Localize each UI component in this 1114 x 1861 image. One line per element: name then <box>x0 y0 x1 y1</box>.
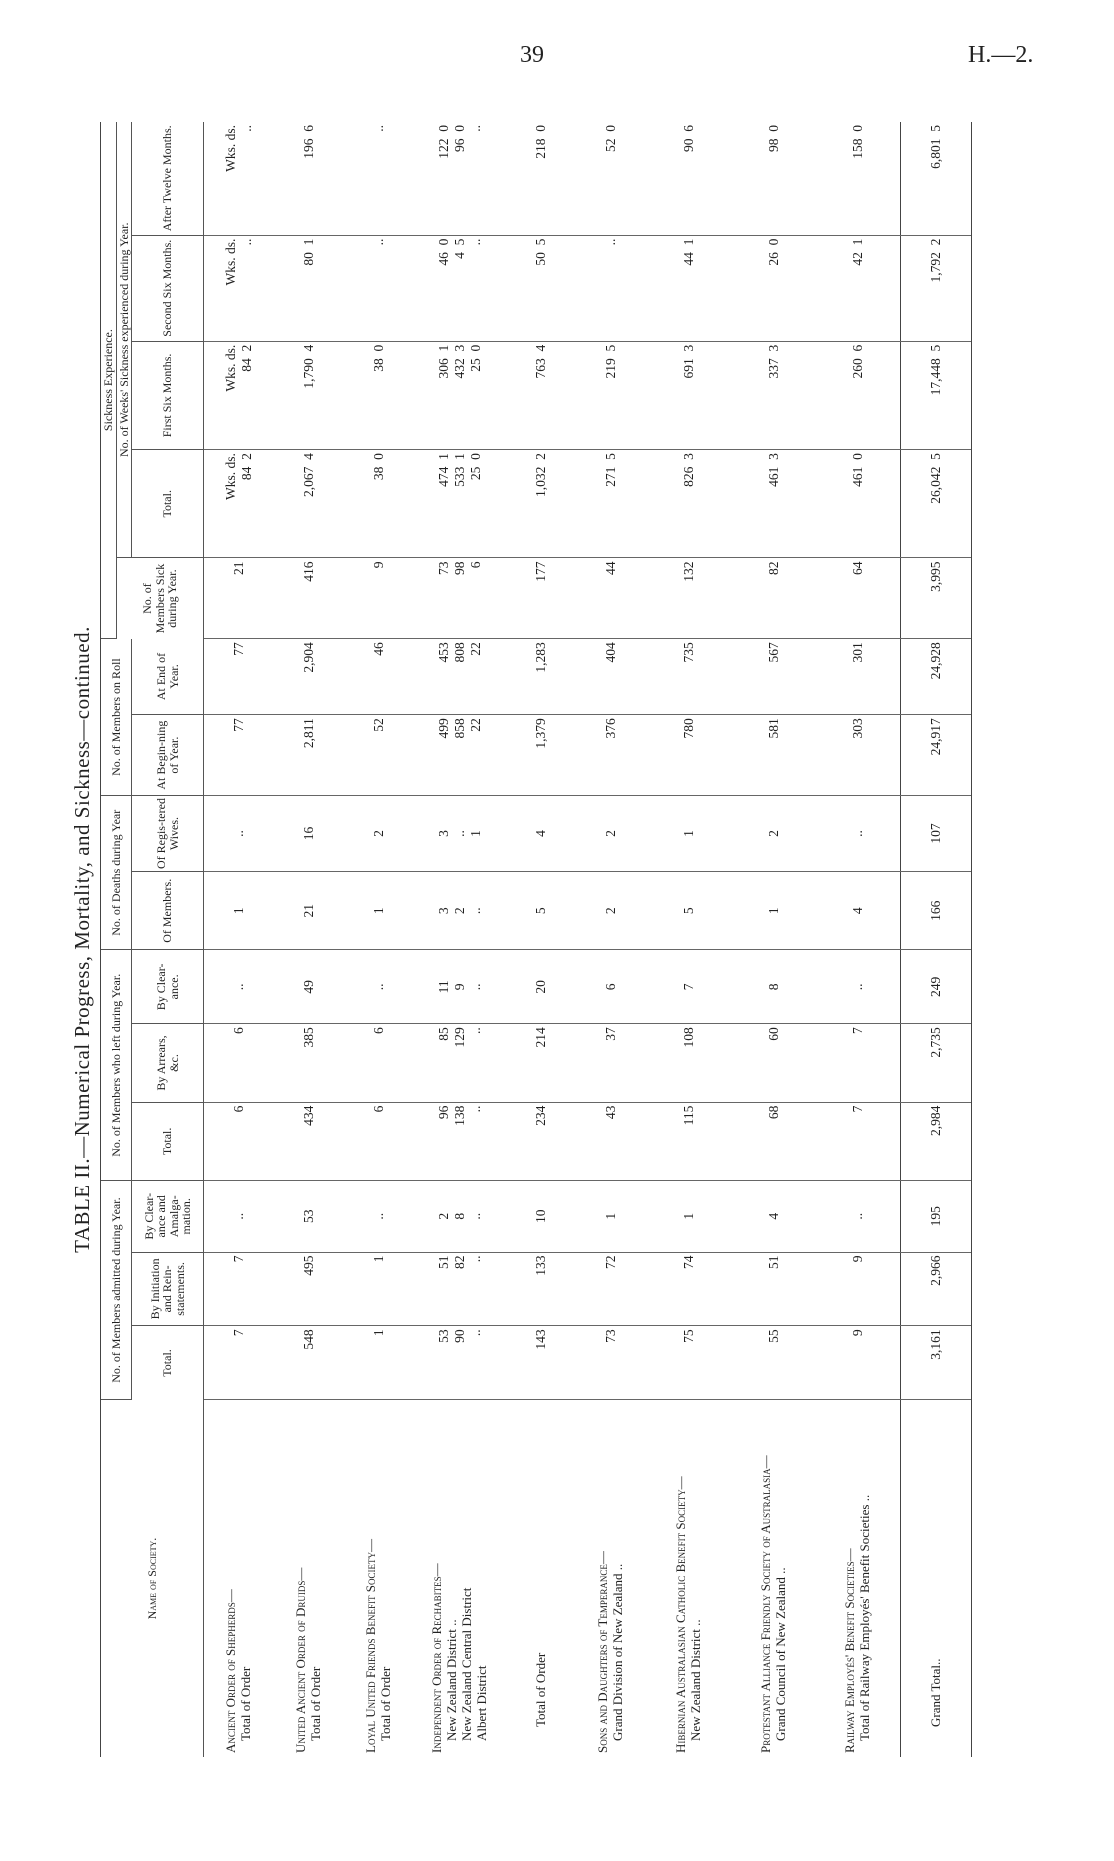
members-sick-cell: 132 <box>646 558 732 639</box>
left-clearance-cell: .. <box>816 950 901 1024</box>
table-row <box>732 122 816 1757</box>
members-sick-cell: 44 <box>576 558 646 639</box>
deaths-wives-cell: .. <box>816 795 901 871</box>
left-total-cell: 434 <box>274 1102 344 1180</box>
society-subdivision: Total of Order <box>238 1666 254 1741</box>
society-name: Hibernian Australasian Catholic Benefit Society— <box>673 1476 689 1753</box>
weeks-after-cell: 52 0 <box>576 122 646 235</box>
roll-begin-cell: 77 <box>204 715 275 796</box>
weeks-first-cell: 219 5 <box>576 341 646 449</box>
admitted-total-cell: 3,161 <box>901 1326 972 1400</box>
admitted-initiation-cell: 51 82 .. <box>414 1252 506 1326</box>
members-sick-cell: 9 <box>344 558 414 639</box>
left-arrears-cell: 37 <box>576 1024 646 1102</box>
admitted-initiation-cell: 51 <box>732 1252 816 1326</box>
admitted-total-cell: 75 <box>646 1326 732 1400</box>
society-subdivision: Total of Order <box>308 1666 324 1741</box>
society-name-cell <box>646 1400 732 1757</box>
left-arrears-cell: 6 <box>204 1024 275 1102</box>
roll-begin-cell: 1,379 <box>506 715 576 796</box>
deaths-members-cell: 1 <box>344 872 414 950</box>
weeks-after-cell: .. <box>344 122 414 235</box>
society-name-cell <box>204 1400 275 1757</box>
header-roll: No. of Members on Roll <box>101 639 132 796</box>
weeks-after-cell: 6,801 5 <box>901 122 972 235</box>
deaths-members-cell: 1 <box>204 872 275 950</box>
left-arrears-cell: 385 <box>274 1024 344 1102</box>
weeks-second-cell: .. <box>344 235 414 341</box>
deaths-wives-cell: 16 <box>274 795 344 871</box>
society-subdivision: Grand Council of New Zealand .. <box>773 1567 789 1741</box>
weeks-total-cell: 461 3 <box>732 450 816 558</box>
header-name: Name of Society. <box>101 1400 204 1757</box>
weeks-first-cell: 337 3 <box>732 341 816 449</box>
left-clearance-cell: 11 9 .. <box>414 950 506 1024</box>
roll-end-cell: 46 <box>344 639 414 715</box>
header-deaths-wives: Of Regis-tered Wives. <box>132 795 204 871</box>
table-row <box>901 122 972 1757</box>
admitted-initiation-cell: 1 <box>344 1252 414 1326</box>
weeks-first-cell: 763 4 <box>506 341 576 449</box>
left-arrears-cell: 85 129 .. <box>414 1024 506 1102</box>
weeks-total-cell: 1,032 2 <box>506 450 576 558</box>
society-name-cell <box>816 1400 901 1757</box>
society-subdivision: Grand Division of New Zealand .. <box>610 1563 626 1741</box>
admitted-clearance-cell: 53 <box>274 1181 344 1252</box>
admitted-total-cell: 73 <box>576 1326 646 1400</box>
left-clearance-cell: 49 <box>274 950 344 1024</box>
weeks-second-cell: Wks. ds. .. <box>204 235 275 341</box>
roll-begin-cell: 2,811 <box>274 715 344 796</box>
weeks-after-cell: 218 0 <box>506 122 576 235</box>
society-name: Railway Employés' Benefit Societies— <box>842 1548 858 1753</box>
deaths-wives-cell: 107 <box>901 795 972 871</box>
members-sick-cell: 73 98 6 <box>414 558 506 639</box>
table-row <box>274 122 344 1757</box>
society-subdivision: Grand Total.. <box>927 1658 943 1727</box>
table-row <box>576 122 646 1757</box>
deaths-wives-cell: 2 <box>344 795 414 871</box>
left-arrears-cell: 108 <box>646 1024 732 1102</box>
weeks-second-cell: 50 5 <box>506 235 576 341</box>
weeks-second-cell: 42 1 <box>816 235 901 341</box>
members-sick-cell: 3,995 <box>901 558 972 639</box>
society-subdivision: Total of Order <box>532 1652 548 1727</box>
admitted-clearance-cell: .. <box>204 1181 275 1252</box>
left-arrears-cell: 7 <box>816 1024 901 1102</box>
roll-end-cell: 77 <box>204 639 275 715</box>
society-name: Protestant Alliance Friendly Society of Australasia— <box>758 1455 774 1753</box>
deaths-wives-cell: 4 <box>506 795 576 871</box>
deaths-members-cell: 21 <box>274 872 344 950</box>
society-name-cell <box>344 1400 414 1757</box>
left-clearance-cell: 8 <box>732 950 816 1024</box>
society-name: Ancient Order of Shepherds— <box>223 1589 239 1753</box>
roll-begin-cell: 581 <box>732 715 816 796</box>
left-total-cell: 96 138 .. <box>414 1102 506 1180</box>
weeks-total-cell: Wks. ds. 84 2 <box>204 450 275 558</box>
weeks-total-cell: 38 0 <box>344 450 414 558</box>
weeks-total-cell: 271 5 <box>576 450 646 558</box>
society-name: Sons and Daughters of Temperance— <box>595 1551 611 1753</box>
table-row <box>816 122 901 1757</box>
roll-end-cell: 567 <box>732 639 816 715</box>
weeks-after-cell: Wks. ds. .. <box>204 122 275 235</box>
left-arrears-cell: 214 <box>506 1024 576 1102</box>
admitted-initiation-cell: 9 <box>816 1252 901 1326</box>
weeks-total-cell: 461 0 <box>816 450 901 558</box>
header-deaths-members: Of Members. <box>132 872 204 950</box>
roll-begin-cell: 303 <box>816 715 901 796</box>
deaths-wives-cell: 2 <box>576 795 646 871</box>
header-admitted-total: Total. <box>132 1326 204 1400</box>
society-subdivision: Total of Order <box>378 1666 394 1741</box>
admitted-total-cell: 7 <box>204 1326 275 1400</box>
admitted-total-cell: 9 <box>816 1326 901 1400</box>
members-sick-cell: 177 <box>506 558 576 639</box>
admitted-initiation-cell: 133 <box>506 1252 576 1326</box>
left-clearance-cell: 6 <box>576 950 646 1024</box>
deaths-members-cell: 2 <box>576 872 646 950</box>
weeks-after-cell: 98 0 <box>732 122 816 235</box>
society-subdivision: Total of Railway Employés' Benefit Societies .. <box>857 1494 873 1741</box>
left-total-cell: 43 <box>576 1102 646 1180</box>
members-sick-cell: 64 <box>816 558 901 639</box>
weeks-after-cell: 90 6 <box>646 122 732 235</box>
admitted-initiation-cell: 2,966 <box>901 1252 972 1326</box>
header-weeks-first: First Six Months. <box>132 341 204 449</box>
page-reference: H.—2. <box>968 42 1034 68</box>
weeks-total-cell: 26,042 5 <box>901 450 972 558</box>
members-sick-cell: 21 <box>204 558 275 639</box>
admitted-total-cell: 1 <box>344 1326 414 1400</box>
weeks-total-cell: 826 3 <box>646 450 732 558</box>
header-deaths: No. of Deaths during Year <box>101 795 132 950</box>
left-clearance-cell: 20 <box>506 950 576 1024</box>
admitted-clearance-cell: .. <box>816 1181 901 1252</box>
left-clearance-cell: .. <box>204 950 275 1024</box>
header-roll-end: At End of Year. <box>132 639 204 715</box>
society-name: Loyal United Friends Benefit Society— <box>363 1539 379 1753</box>
deaths-wives-cell: 2 <box>732 795 816 871</box>
roll-begin-cell: 24,917 <box>901 715 972 796</box>
roll-end-cell: 2,904 <box>274 639 344 715</box>
left-total-cell: 234 <box>506 1102 576 1180</box>
society-subdivision: New Zealand District .. <box>688 1619 704 1741</box>
weeks-first-cell: 691 3 <box>646 341 732 449</box>
header-left: No. of Members who left during Year. <box>101 950 132 1181</box>
rotated-table-block <box>70 122 944 1757</box>
admitted-initiation-cell: 495 <box>274 1252 344 1326</box>
admitted-clearance-cell: 1 <box>576 1181 646 1252</box>
header-left-total: Total. <box>132 1102 204 1180</box>
roll-end-cell: 24,928 <box>901 639 972 715</box>
left-total-cell: 6 <box>204 1102 275 1180</box>
header-sick: No. of Members Sick during Year. <box>116 558 204 639</box>
admitted-total-cell: 548 <box>274 1326 344 1400</box>
header-left-clearance: By Clear-ance. <box>132 950 204 1024</box>
left-total-cell: 115 <box>646 1102 732 1180</box>
table-row <box>344 122 414 1757</box>
left-arrears-cell: 6 <box>344 1024 414 1102</box>
table-row <box>414 122 506 1757</box>
roll-end-cell: 1,283 <box>506 639 576 715</box>
roll-begin-cell: 499 858 22 <box>414 715 506 796</box>
header-roll-begin: At Begin-ning of Year. <box>132 715 204 796</box>
admitted-total-cell: 143 <box>506 1326 576 1400</box>
left-total-cell: 2,984 <box>901 1102 972 1180</box>
society-name-cell <box>506 1400 576 1757</box>
page-number: 39 <box>520 42 544 68</box>
weeks-second-cell: 44 1 <box>646 235 732 341</box>
society-name-cell <box>414 1400 506 1757</box>
society-subdivision: New Zealand District .. New Zealand Central District Albert District <box>444 1587 490 1741</box>
weeks-after-cell: 196 6 <box>274 122 344 235</box>
society-name: United Ancient Order of Druids— <box>293 1567 309 1753</box>
society-name-cell <box>576 1400 646 1757</box>
deaths-members-cell: 4 <box>816 872 901 950</box>
deaths-wives-cell: .. <box>204 795 275 871</box>
weeks-first-cell: 306 1 432 3 25 0 <box>414 341 506 449</box>
roll-begin-cell: 376 <box>576 715 646 796</box>
admitted-total-cell: 53 90 .. <box>414 1326 506 1400</box>
left-clearance-cell: 249 <box>901 950 972 1024</box>
deaths-members-cell: 1 <box>732 872 816 950</box>
roll-begin-cell: 52 <box>344 715 414 796</box>
left-total-cell: 6 <box>344 1102 414 1180</box>
header-weeks-second: Second Six Months. <box>132 235 204 341</box>
left-clearance-cell: 7 <box>646 950 732 1024</box>
admitted-clearance-cell: .. <box>344 1181 414 1252</box>
admitted-initiation-cell: 74 <box>646 1252 732 1326</box>
left-clearance-cell: .. <box>344 950 414 1024</box>
admitted-clearance-cell: 4 <box>732 1181 816 1252</box>
left-total-cell: 7 <box>816 1102 901 1180</box>
table-title: TABLE II.—Numerical Progress, Mortality, and Sickness—continued. <box>70 626 94 1253</box>
weeks-total-cell: 2,067 4 <box>274 450 344 558</box>
society-statistics-table <box>100 122 972 1757</box>
admitted-initiation-cell: 7 <box>204 1252 275 1326</box>
table-row <box>646 122 732 1757</box>
deaths-members-cell: 5 <box>506 872 576 950</box>
deaths-members-cell: 166 <box>901 872 972 950</box>
deaths-members-cell: 3 2 .. <box>414 872 506 950</box>
roll-begin-cell: 780 <box>646 715 732 796</box>
admitted-initiation-cell: 72 <box>576 1252 646 1326</box>
table-row <box>204 122 275 1757</box>
admitted-total-cell: 55 <box>732 1326 816 1400</box>
weeks-total-cell: 474 1 533 1 25 0 <box>414 450 506 558</box>
weeks-first-cell: Wks. ds. 84 2 <box>204 341 275 449</box>
members-sick-cell: 416 <box>274 558 344 639</box>
header-admitted-clearance: By Clear-ance and Amalga-mation. <box>132 1181 204 1252</box>
header-sickness: Sickness Experience. <box>101 122 117 639</box>
roll-end-cell: 404 <box>576 639 646 715</box>
members-sick-cell: 82 <box>732 558 816 639</box>
admitted-clearance-cell: 2 8 .. <box>414 1181 506 1252</box>
weeks-after-cell: 122 0 96 0 .. <box>414 122 506 235</box>
roll-end-cell: 735 <box>646 639 732 715</box>
header-left-arrears: By Arrears, &c. <box>132 1024 204 1102</box>
header-admitted: No. of Members admitted during Year. <box>101 1181 132 1400</box>
weeks-second-cell: 80 1 <box>274 235 344 341</box>
header-admitted-initiation: By Initiation and Rein-statements. <box>132 1252 204 1326</box>
admitted-clearance-cell: 1 <box>646 1181 732 1252</box>
left-total-cell: 68 <box>732 1102 816 1180</box>
table-row <box>506 122 576 1757</box>
weeks-first-cell: 260 6 <box>816 341 901 449</box>
header-weeks-after: After Twelve Months. <box>132 122 204 235</box>
deaths-wives-cell: 3 .. 1 <box>414 795 506 871</box>
weeks-second-cell: 1,792 2 <box>901 235 972 341</box>
society-name: Independent Order of Rechabites— <box>429 1563 445 1753</box>
weeks-second-cell: 46 0 4 5 .. <box>414 235 506 341</box>
deaths-wives-cell: 1 <box>646 795 732 871</box>
header-weeks-total: Total. <box>132 450 204 558</box>
roll-end-cell: 301 <box>816 639 901 715</box>
admitted-clearance-cell: 195 <box>901 1181 972 1252</box>
weeks-second-cell: 26 0 <box>732 235 816 341</box>
roll-end-cell: 453 808 22 <box>414 639 506 715</box>
weeks-after-cell: 158 0 <box>816 122 901 235</box>
society-name-cell <box>274 1400 344 1757</box>
left-arrears-cell: 60 <box>732 1024 816 1102</box>
society-name-cell <box>901 1400 972 1757</box>
left-arrears-cell: 2,735 <box>901 1024 972 1102</box>
admitted-clearance-cell: 10 <box>506 1181 576 1252</box>
header-weeks: No. of Weeks' Sickness experienced during Year. <box>116 122 132 558</box>
weeks-first-cell: 1,790 4 <box>274 341 344 449</box>
society-name-cell <box>732 1400 816 1757</box>
weeks-first-cell: 17,448 5 <box>901 341 972 449</box>
weeks-first-cell: 38 0 <box>344 341 414 449</box>
deaths-members-cell: 5 <box>646 872 732 950</box>
weeks-second-cell: .. <box>576 235 646 341</box>
